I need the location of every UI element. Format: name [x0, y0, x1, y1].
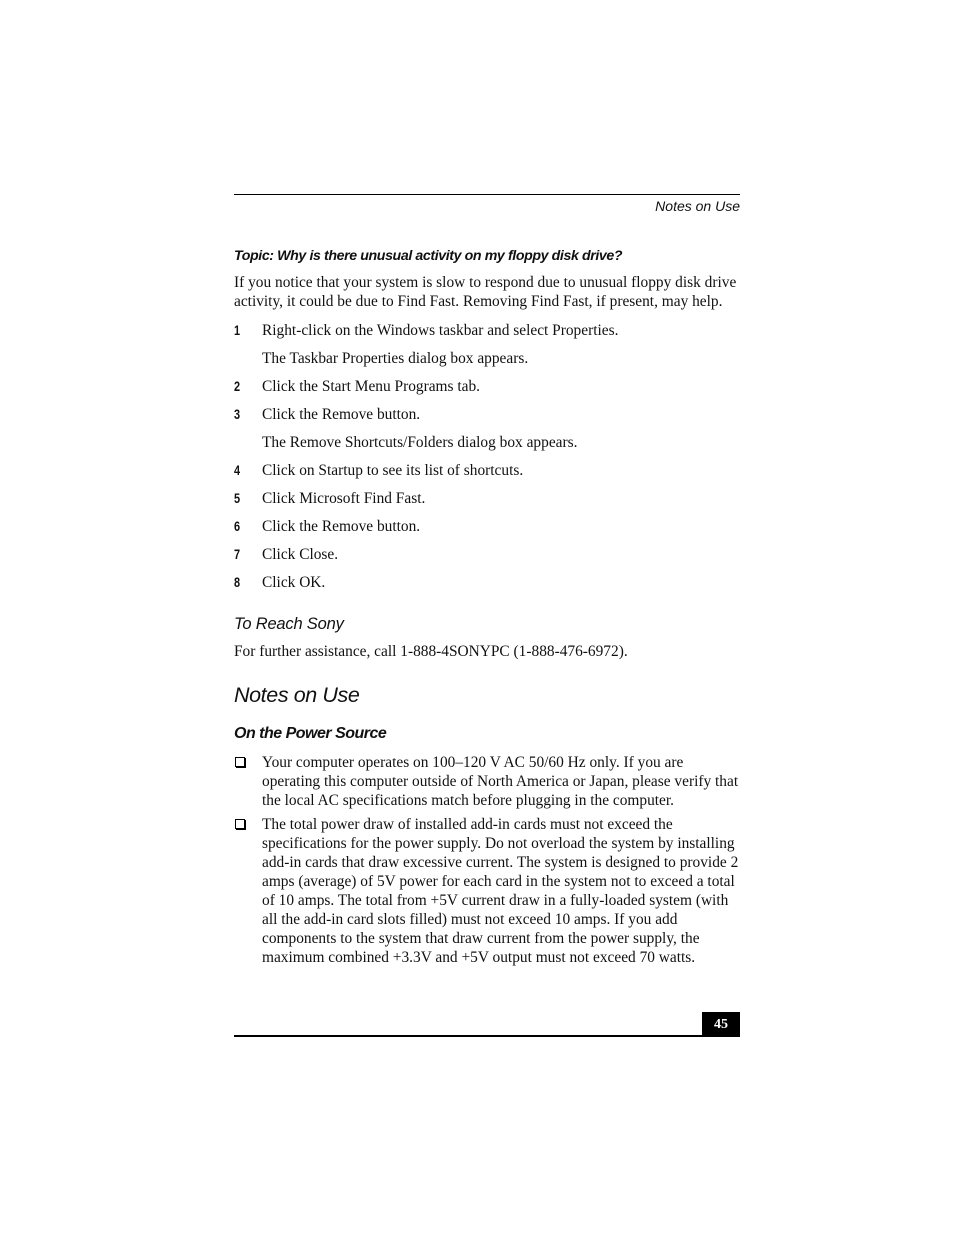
step-number: 6 [234, 518, 241, 534]
step-number: 2 [234, 378, 241, 394]
step-number: 3 [234, 406, 241, 422]
step-text: Click the Remove button. [262, 406, 421, 423]
step-item [234, 405, 740, 452]
checkbox-bullet-icon [235, 757, 245, 767]
running-header: Notes on Use [655, 198, 740, 214]
step-item [234, 517, 740, 536]
power-source-bullets [234, 753, 740, 967]
step-text: Right-click on the Windows taskbar and select Properties. [262, 322, 619, 339]
checkbox-bullet-icon [235, 819, 245, 829]
chapter-title: Notes on Use [234, 683, 360, 707]
step-number: 4 [234, 462, 241, 478]
step-text: Click Microsoft Find Fast. [262, 490, 426, 507]
step-result: The Taskbar Properties dialog box appears. [262, 350, 529, 367]
step-number: 1 [234, 322, 241, 338]
step-text: Click Close. [262, 546, 339, 563]
steps-list [234, 321, 740, 592]
topic-heading: Topic: Why is there unusual activity on my floppy disk drive? [234, 248, 623, 264]
step-item [234, 377, 740, 396]
footer-rule [234, 1035, 740, 1037]
step-number: 7 [234, 546, 241, 562]
step-number: 5 [234, 490, 241, 506]
bullet-text: The total power draw of installed add-in cards must not exceed the specifications for the power supply. Do not overload the system by installing add-in cards that draw excessive current. The system is designed to provide 2 amps (average) of 5V power for each card in the system not to exceed a total of 10 amps. The total from +5V current draw in a fully-loaded system (with all the add-in card slots filled) must not exceed 10 amps. If you add components to the system that draw current from the power supply, the maximum combined +3.3V and +5V output must not exceed 70 watts. [262, 816, 739, 966]
header-rule [234, 194, 740, 195]
step-result: The Remove Shortcuts/Folders dialog box appears. [262, 434, 578, 451]
step-text: Click OK. [262, 574, 326, 591]
page-content [234, 246, 740, 972]
step-item [234, 489, 740, 508]
step-text: Click the Remove button. [262, 518, 421, 535]
topic-intro: If you notice that your system is slow to respond due to unusual floppy disk drive activity, it could be due to Find Fast. Removing Find Fast, if present, may help. [234, 274, 737, 310]
step-item [234, 321, 740, 368]
bullet-item [234, 753, 740, 810]
step-number: 8 [234, 574, 241, 590]
reach-sony-heading: To Reach Sony [234, 615, 344, 633]
step-text: Click on Startup to see its list of shortcuts. [262, 462, 524, 479]
step-text: Click the Start Menu Programs tab. [262, 378, 481, 395]
reach-sony-text: For further assistance, call 1-888-4SONYPC (1-888-476-6972). [234, 643, 628, 660]
bullet-text: Your computer operates on 100–120 V AC 50/60 Hz only. If you are operating this computer outside of North America or Japan, please verify that the local AC specifications match before plugging in the computer. [262, 754, 739, 809]
power-source-heading: On the Power Source [234, 725, 387, 742]
step-item [234, 461, 740, 480]
step-item [234, 573, 740, 592]
bullet-item [234, 815, 740, 967]
step-item [234, 545, 740, 564]
page-number: 45 [702, 1012, 740, 1037]
